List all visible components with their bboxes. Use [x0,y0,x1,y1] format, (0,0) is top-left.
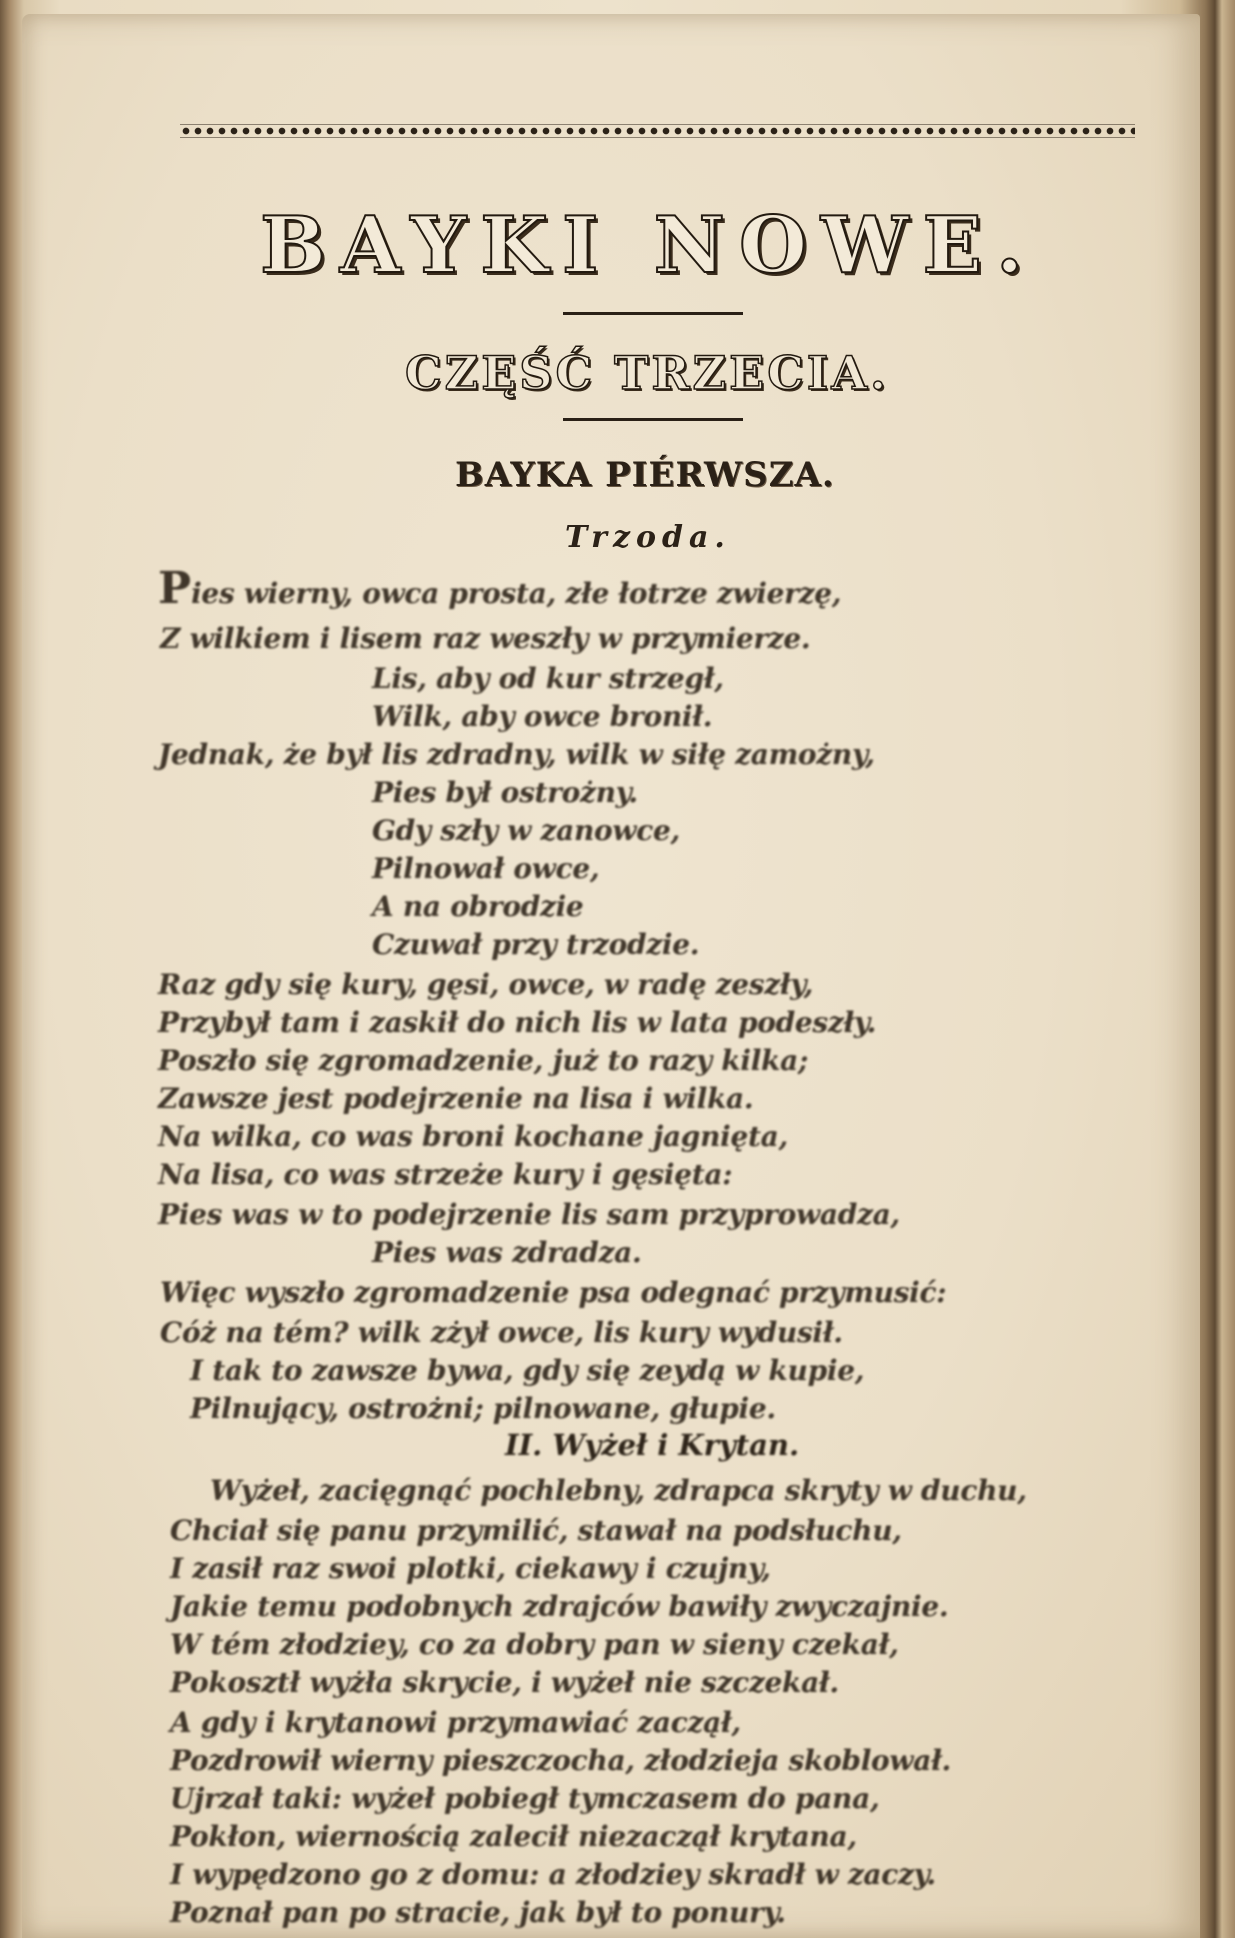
poem-line: W tém złodziey, co za dobry pan w sieny czekał, [170,1628,899,1661]
poem-line: Cóż na tém? wilk zżył owce, lis kury wydusił. [160,1316,843,1349]
poem-line: Chciał się panu przymilić, stawał na podsłuchu, [170,1514,902,1547]
poem-line: Poszło się zgromadzenie, już to razy kilka; [158,1044,809,1077]
poem-line: Przybył tam i zaskił do nich lis w lata podeszły. [158,1006,877,1039]
drop-cap: P [158,563,192,614]
poem-line: Pies wierny, owca prosta, złe łotrze zwierzę, [158,563,842,614]
poem-line: A na obrodzie [372,890,584,923]
poem-line: Pokosztł wyżła skrycie, i wyżeł nie szczekał. [170,1666,839,1699]
poem-line: Wilk, aby owce bronił. [372,700,713,733]
poem-line: Zawsze jest podejrzenie na lisa i wilka. [158,1082,754,1115]
poem-line: A gdy i krytanowi przymawiać zaczął, [170,1706,741,1739]
poem-line: Pies był ostrożny. [372,776,638,809]
poem-line: Poznał pan po stracie, jak był to ponury. [170,1896,786,1929]
poem-line: Jakie temu podobnych zdrajców bawiły zwyczajnie. [170,1590,949,1623]
poem-line: Ujrzał taki: wyżeł pobiegł tymczasem do pana, [170,1782,880,1815]
poem-line: I wypędzono go z domu: a złodziey skradł w zaczy. [170,1858,936,1891]
fable-heading: BAYKA PIÉRWSZA. [455,455,835,495]
poem-line: Pies was w to podejrzenie lis sam przyprowadza, [158,1198,900,1231]
poem-line: Gdy szły w zanowce, [372,814,680,847]
poem-line: Na wilka, co was broni kochane jagnięta, [158,1120,788,1153]
poem-line: Pilnował owce, [372,852,600,885]
poem-line: Raz gdy się kury, gęsi, owce, w radę zeszły, [158,968,814,1001]
poem-line: Pilnujący, ostrożni; pilnowane, głupie. [190,1392,776,1425]
fable-subtitle: Trzoda. [565,520,731,555]
poem-line: Pies was zdradza. [372,1236,642,1269]
poem-line: Czuwał przy trzodzie. [372,928,700,961]
poem-line: I tak to zawsze bywa, gdy się zeydą w kupie, [190,1354,865,1387]
main-title: BAYKI NOWE. [260,200,1038,291]
poem-line: I zasił raz swoi plotki, ciekawy i czujny, [170,1552,771,1585]
poem-line: Lis, aby od kur strzegł, [372,662,724,695]
poem-line: Wyżeł, zacięgnąć pochlebny, zdrapca skryty w duchu, [210,1474,1027,1507]
section-heading: II. Wyżeł i Krytan. [505,1428,800,1462]
poem-line: Pokłon, wiernością zalecił niezaczął krytana, [170,1820,857,1853]
poem-line: Z wilkiem i lisem raz weszły w przymierze. [160,622,811,655]
poem-line: Pozdrowił wierny pieszczocha, złodzieja skoblował. [170,1744,951,1777]
poem-line: Jednak, że był lis zdradny, wilk w siłę zamożny, [158,738,875,771]
poem-line: Na lisa, co was strzeże kury i gęsięta: [158,1158,733,1191]
part-title: CZĘŚĆ TRZECIA. [405,346,890,400]
poem-line: Więc wyszło zgromadzenie psa odegnać przymusić: [160,1276,947,1309]
